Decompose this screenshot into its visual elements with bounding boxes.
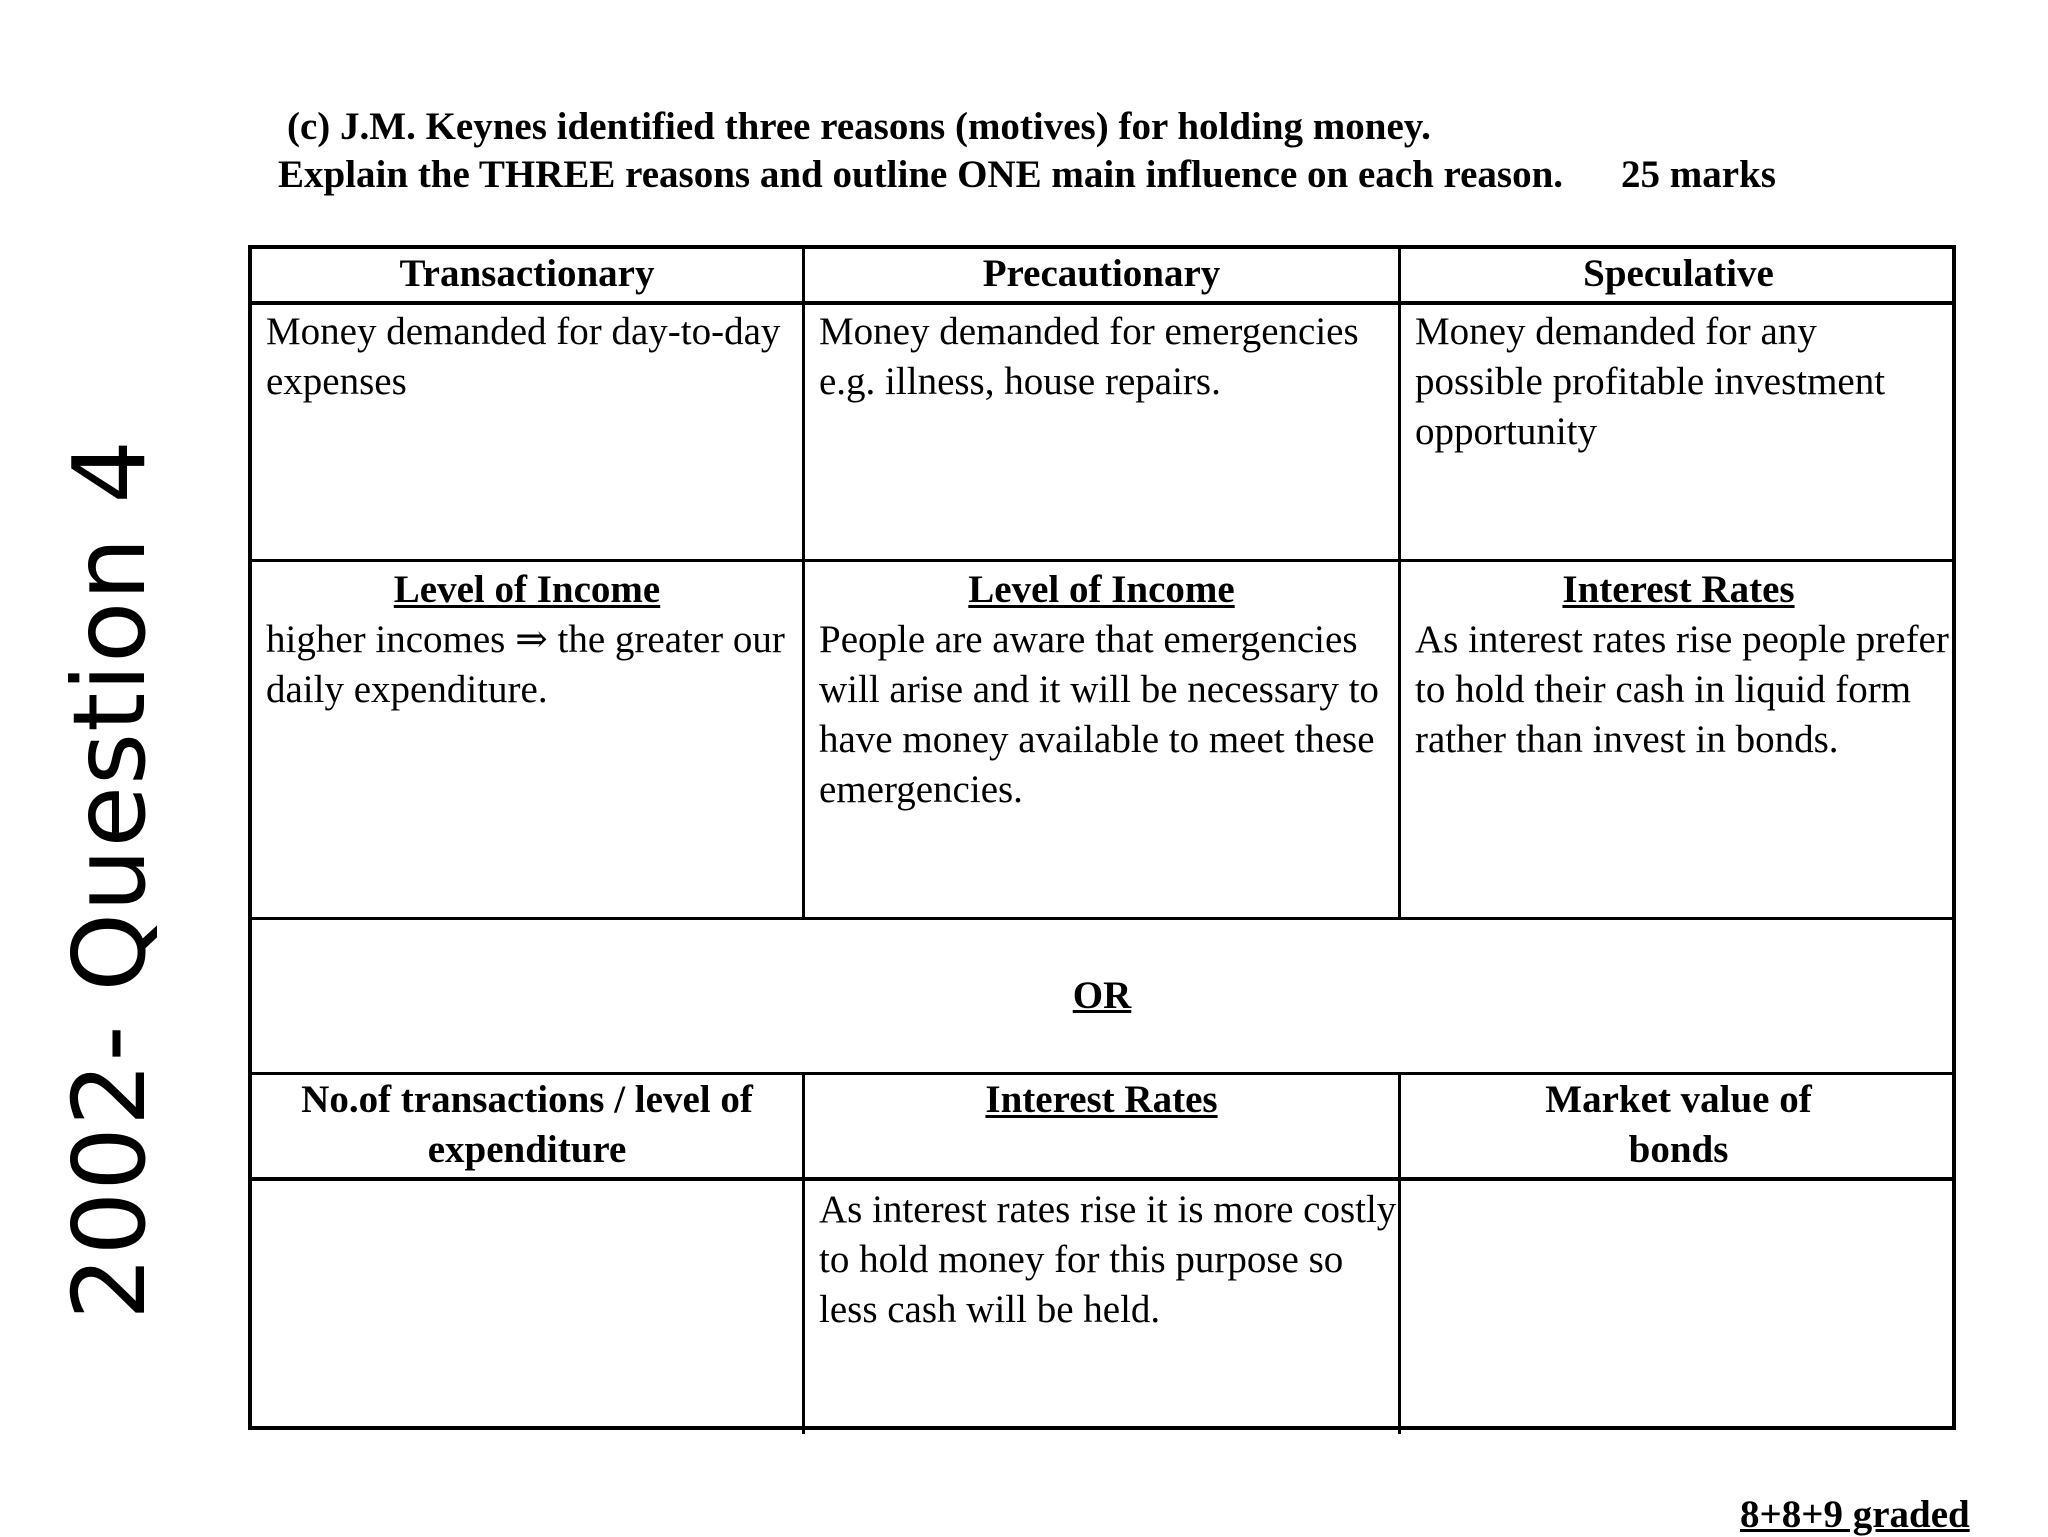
motives-table [248, 245, 1956, 1430]
divider-line [252, 1177, 1952, 1181]
influence-title: Level of Income [968, 568, 1235, 611]
influence-speculative [1401, 565, 1956, 765]
definition-precautionary: Money demanded for emergencies e.g. illness, house repairs. [819, 310, 1359, 403]
divider-line [252, 559, 1952, 562]
alt-header-market-value: Market value of bonds [1545, 1078, 1812, 1171]
influence-title: Level of Income [393, 568, 661, 611]
alt-header-interest-rates [805, 1075, 1398, 1125]
header-speculative: Speculative [1583, 252, 1774, 295]
or-label: OR [1072, 974, 1132, 1017]
influence-text: higher incomes ⇒ the greater our daily expenditure. [266, 618, 785, 711]
influence-precautionary [805, 565, 1398, 815]
question-line-2 [278, 152, 1776, 197]
grading-note: 8+8+9 graded [1740, 1493, 1970, 1536]
question-line-1: (c) J.M. Keynes identified three reasons (motives) for holding money. [287, 105, 1431, 148]
alt-header-transactions: No.of transactions / level of expenditure [301, 1078, 753, 1171]
header-transactionary: Transactionary [399, 252, 655, 295]
definition-transactionary: Money demanded for day-to-day expenses [266, 310, 781, 403]
alt-body-interest-rates: As interest rates rise it is more costly to hold money for this purpose so less cash will be held. [819, 1188, 1397, 1331]
side-label-text: 2002- Question 4 [51, 438, 168, 1320]
divider-line [252, 301, 1952, 305]
influence-text: As interest rates rise people prefer to hold their cash in liquid form rather than invest in bonds. [1415, 618, 1949, 761]
divider-line [252, 917, 1952, 920]
influence-title: Interest Rates [1562, 568, 1795, 611]
influence-text: People are aware that emergencies will arise and it will be necessary to have money available to meet these emergencies. [819, 618, 1379, 811]
question-line-2-text: Explain the THREE reasons and outline ONE main influence on each reason. [278, 153, 1564, 196]
definition-speculative: Money demanded for any possible profitable investment opportunity [1415, 310, 1886, 453]
header-precautionary: Precautionary [982, 252, 1221, 295]
influence-transactionary [252, 565, 802, 715]
alt-header-interest-rates-text: Interest Rates [985, 1078, 1218, 1121]
marks-label: 25 marks [1621, 153, 1776, 196]
